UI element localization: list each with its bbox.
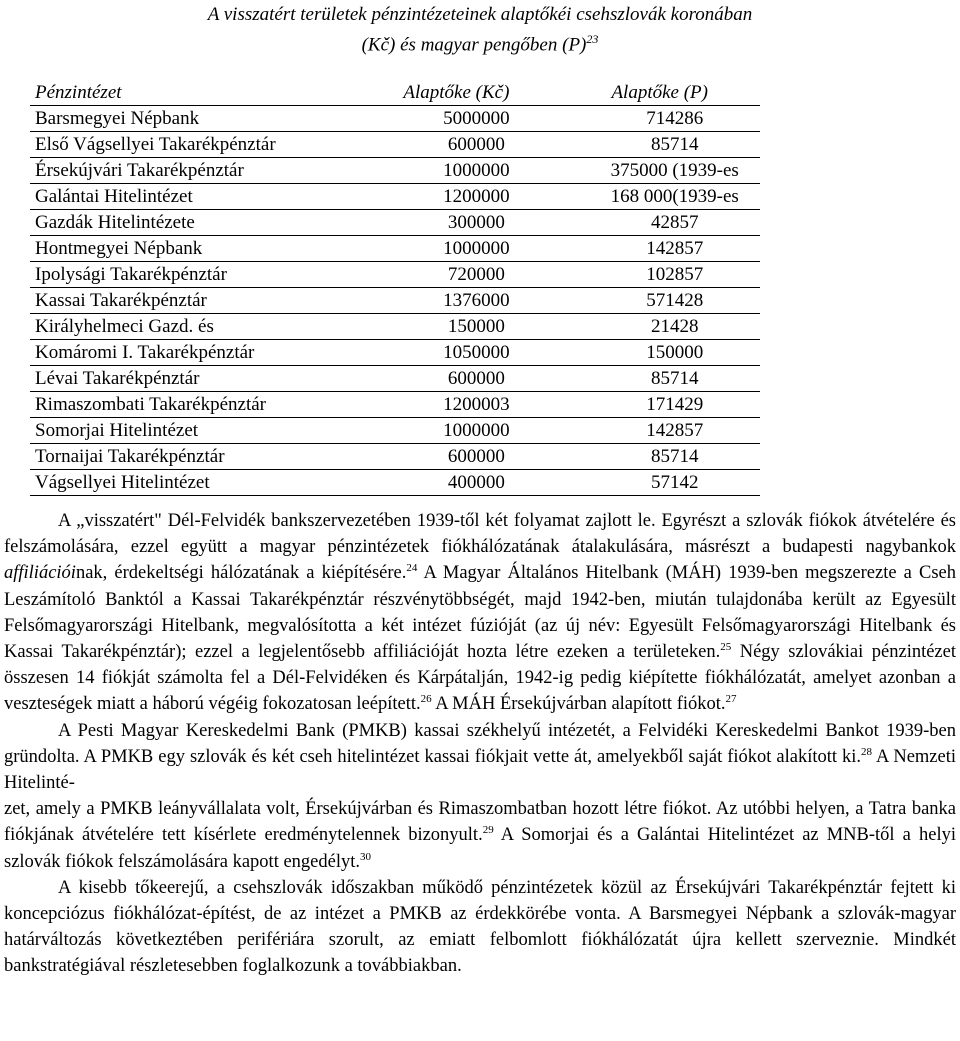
p1-text-c: A Magyar Általános Hitelbank (MÁH) 1939-ben megszerezte a Cseh Leszámítoló Banktól a Kassai Takarékpénztár részvénytöbbségét, majd 1942-ben, miután tulajdonába került az Egyesült Felsőmagyarországi Hitelbank, megvalósította a két intézet fúzióját (az új név: Egyesült Felsőmagyarországi Hitelbank és Kassai Takarékpénztár); ezzel a legjelentősebb affiliációját hozta létre ezeken a területeken. [4,563,956,663]
header-capital-kc: Alaptőke (Kč) [353,80,559,106]
footnote-ref-26: 26 [420,693,432,706]
article-body [4,508,956,980]
table-body [30,106,760,496]
p3-text-a: zet, amely a PMKB leányvállalata volt, Érsekújvárban és Rimaszombatban hozott létre fiókot. Az utóbbi helyen, a Tatra banka fiókjának átvételére tett kísérlete eredménytelennek bizonyult. [4,799,956,846]
cell-capital-p: 57142 [559,470,760,496]
cell-capital-p: 142857 [559,236,760,262]
cell-institution: Vágsellyei Hitelintézet [30,470,353,496]
header-capital-p: Alaptőke (P) [559,80,760,106]
paragraph-4: A kisebb tőkeerejű, a csehszlovák időszakban működő pénzintézetek közül az Érsekújvári Takarékpénztár fejtett ki koncepciózus fiókhálózat-építést, de az intézet a PMKB az érdekkörébe vonta. A Barsmegyei Népbank a szlovák-magyar határváltozás következtében perifériára szorult, az emiatt felbomlott fiókhálózatát újra kellett szerveznie. Mindkét bankstratégiával részletesebben foglalkozunk a továbbiakban. [4,877,956,977]
table-row [30,132,760,158]
table-row [30,106,760,132]
table-row [30,236,760,262]
table-row [30,288,760,314]
cell-institution: Tornaijai Takarékpénztár [30,444,353,470]
title-line-2-text: (Kč) és magyar pengőben (P) [361,34,587,56]
cell-institution: Rimaszombati Takarékpénztár [30,392,353,418]
cell-capital-kc: 1376000 [353,288,559,314]
table-row [30,366,760,392]
title-line-2 [0,27,960,57]
cell-capital-kc: 1000000 [353,418,559,444]
p1-text-a: A „visszatért" Dél-Felvidék bankszervezetében 1939-től két folyamat zajlott le. Egyrészt a szlovák fiókok átvételére és felszámolására, ezzel együtt a magyar pénzintézetek fiókhálózatának átalakulására, másrészt a budapesti nagybankok [4,511,956,558]
cell-capital-p: 85714 [559,132,760,158]
footnote-ref-24: 24 [406,562,418,575]
cell-capital-p: 85714 [559,444,760,470]
p1-italic-term: affiliációi [4,563,76,584]
cell-capital-p: 375000 (1939-es [559,158,760,184]
cell-institution: Hontmegyei Népbank [30,236,353,262]
p1-text-e: A MÁH Érsekújvárban alapított fiókot. [431,694,726,715]
cell-capital-p: 168 000(1939-es [559,184,760,210]
cell-institution: Ipolysági Takarékpénztár [30,262,353,288]
cell-capital-kc: 600000 [353,444,559,470]
table-row [30,392,760,418]
cell-institution: Komáromi I. Takarékpénztár [30,340,353,366]
cell-capital-p: 150000 [559,340,760,366]
cell-capital-kc: 1200000 [353,184,559,210]
table-row [30,314,760,340]
cell-capital-kc: 1200003 [353,392,559,418]
footnote-ref-30: 30 [360,850,371,863]
cell-capital-kc: 1000000 [353,158,559,184]
cell-capital-p: 42857 [559,210,760,236]
p2-text-b: A Nemzeti Hitelinté- [4,746,956,794]
p2-text-a: A Pesti Magyar Kereskedelmi Bank (PMKB) kassai székhelyű intézetét, a Felvidéki Kereskedelmi Bankot 1939-ben gründolta. A PMKB egy szlovák és két cseh hitelintézet kassai fiókjait vette át, amelyekből saját fiókot alakított ki. [4,720,956,767]
cell-capital-p: 21428 [559,314,760,340]
cell-institution: Gazdák Hitelintézete [30,210,353,236]
cell-capital-kc: 150000 [353,314,559,340]
cell-institution: Somorjai Hitelintézet [30,418,353,444]
cell-institution: Érsekújvári Takarékpénztár [30,158,353,184]
cell-institution: Első Vágsellyei Takarékpénztár [30,132,353,158]
cell-capital-kc: 1000000 [353,236,559,262]
cell-capital-kc: 600000 [353,132,559,158]
p1-text-d: Négy szlovákiai pénzintézet összesen 14 fiókját számolta fel a Dél-Felvidéken és Kárpátalján, 1942-ig pedig kiépítette fiókhálózatát, amelyet azonban a veszteségek miatt a háború végéig fokozatosan leépített. [4,642,956,715]
paragraph-3 [4,796,956,875]
cell-capital-kc: 300000 [353,210,559,236]
table-row [30,184,760,210]
cell-institution: Királyhelmeci Gazd. és [30,314,353,340]
cell-capital-kc: 720000 [353,262,559,288]
paragraph-1 [4,508,956,718]
cell-capital-kc: 600000 [353,366,559,392]
paragraph-2 [4,718,956,797]
footnote-ref-23: 23 [586,32,599,46]
table-row [30,158,760,184]
cell-capital-p: 571428 [559,288,760,314]
cell-capital-p: 171429 [559,392,760,418]
capital-table [30,80,760,496]
footnote-ref-28: 28 [861,745,873,758]
cell-institution: Barsmegyei Népbank [30,106,353,132]
cell-capital-p: 142857 [559,418,760,444]
footnote-ref-27: 27 [725,693,737,706]
cell-capital-p: 102857 [559,262,760,288]
cell-institution: Kassai Takarékpénztár [30,288,353,314]
cell-capital-kc: 1050000 [353,340,559,366]
cell-capital-p: 85714 [559,366,760,392]
footnote-ref-25: 25 [720,640,732,653]
table-row [30,210,760,236]
p1-text-b: nak, érdekeltségi hálózatának a kiépítésére. [75,563,407,584]
table-title [0,2,960,57]
table-header-row [30,80,760,106]
footnote-ref-29: 29 [482,824,494,837]
cell-institution: Galántai Hitelintézet [30,184,353,210]
table-row [30,340,760,366]
table-row [30,470,760,496]
cell-institution: Lévai Takarékpénztár [30,366,353,392]
cell-capital-kc: 400000 [353,470,559,496]
header-institution: Pénzintézet [30,80,353,106]
table-row [30,262,760,288]
table-row [30,418,760,444]
cell-capital-kc: 5000000 [353,106,559,132]
title-line-1: A visszatért területek pénzintézeteinek alaptőkéi csehszlovák koronában [207,4,753,25]
cell-capital-p: 714286 [559,106,760,132]
table-row [30,444,760,470]
p3-text-b: A Somorjai és a Galántai Hitelintézet az MNB-től a helyi szlovák fiókok felszámolására kapott engedélyt. [4,825,956,872]
